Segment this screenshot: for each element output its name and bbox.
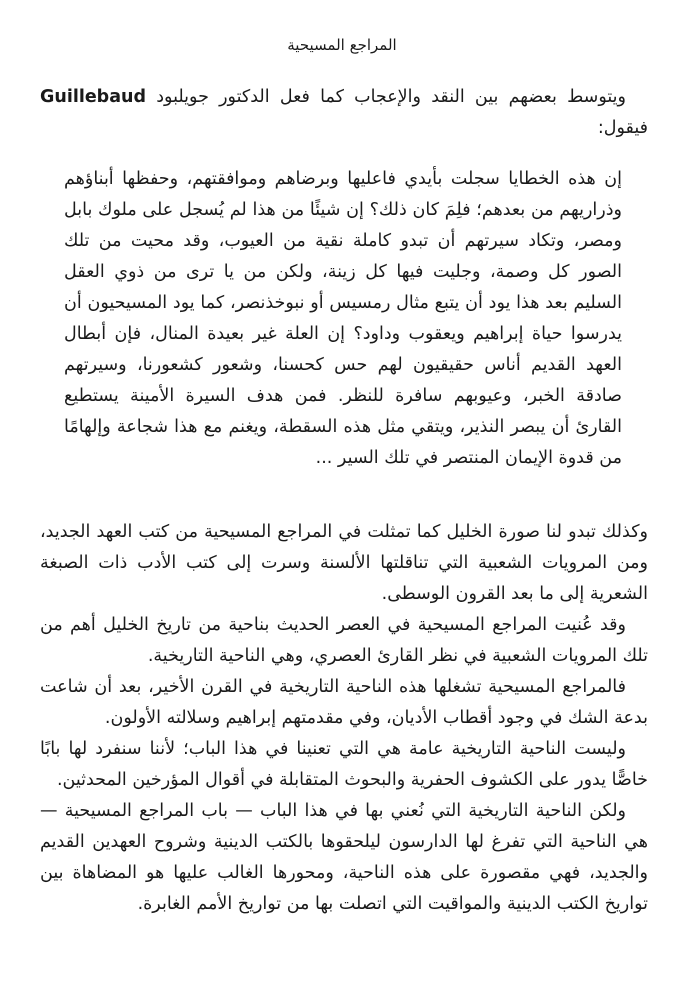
body-paragraph-3: فالمراجع المسيحية تشغلها هذه الناحية التاريخية في القرن الأخير، بعد أن شاعت بدعة الشك في وجود أقطاب الأديان، وفي مقدمتهم إبراهيم وسلالته الأولون. [40,677,648,728]
body-text [40,517,648,920]
body-paragraph-5: ولكن الناحية التاريخية التي نُعني بها في هذا الباب — باب المراجع المسيحية — هي الناحية التي تفرغ لها الدارسون ليلحقوها بالكتب الدينية وشروح العهدين القديم والجديد، فهي مقصورة على هذه الناحية، ومحورها الغالب عليها هو المضاهاة بين تواريخ الكتب الدينية والمواقيت التي اتصلت بها من تواريخ الأمم الغابرة. [40,801,648,914]
intro-text-after: فيقول: [597,118,648,138]
intro-text-before: ويتوسط بعضهم بين النقد والإعجاب كما فعل الدكتور جويلبود [146,87,626,107]
body-paragraph-4: وليست الناحية التاريخية عامة هي التي تعنينا في هذا الباب؛ لأننا سنفرد لها بابًا خاصًّا يدور على الكشوف الحفرية والبحوث المتقابلة في أقوال المؤرخين المحدثين. [40,739,648,790]
intro-paragraph [40,82,648,144]
running-title: المراجع المسيحية [287,36,397,54]
body-paragraph-1: وكذلك تبدو لنا صورة الخليل كما تمثلت في المراجع المسيحية من كتب العهد الجديد، ومن المرويات الشعبية التي تناقلتها الألسنة وسرت إلى كتب الأدب ذات الصبغة الشعرية إلى ما بعد القرون الوسطى. [40,522,648,604]
block-quote: إن هذه الخطايا سجلت بأيدي فاعليها وبرضاهم وموافقتهم، وحفظها أبناؤهم وذراريهم من بعدهم؛ فلِمَ كان ذلك؟ إن شيئًا من هذا لم يُسجل على ملوك بابل ومصر، وتكاد سيرتهم أن تبدو كاملة نقية من العيوب، وقد محيت من تلك الصور كل وصمة، وجليت فيها كل زينة، ولكن من يا ترى من ذوي العقل السليم بعد هذا يود أن يتبع مثال رمسيس أو نبوخذنصر، كما يود المسيحيون أن يدرسوا حياة إبراهيم ويعقوب وداود؟ إن العلة غير بعيدة المنال، فإن أبطال العهد القديم أناس حقيقيون لهم حس كحسنا، وشعور كشعورنا، وسيرتهم صادقة الخبر، وعيوبهم سافرة للنظر. فمن هدف السيرة الأمينة يستطيع القارئ أن يبصر النذير، ويتقي مثل هذه السقطة، ويغنم مع هذا شجاعة وإلهامًا من قدوة الإيمان المنتصر في تلك السير ... [64,169,622,468]
author-latin-name: Guillebaud [40,87,147,107]
body-paragraph-2: وقد عُنيت المراجع المسيحية في العصر الحديث بناحية من تاريخ الخليل أهم من تلك المرويات الشعبية في نظر القارئ العصري، وهي الناحية التاريخية. [40,615,648,666]
